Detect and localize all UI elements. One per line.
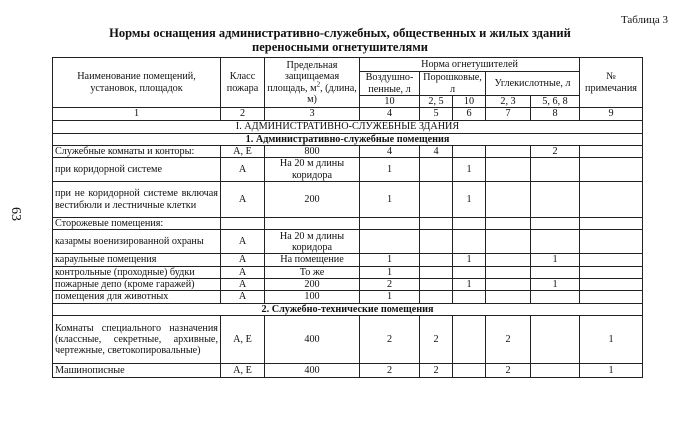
row-note	[580, 291, 643, 303]
row-area: 400	[265, 363, 360, 377]
subsection-title-1: 1. Административно-служебные помещения	[53, 133, 643, 145]
row-co2-2	[531, 266, 580, 278]
table-row	[53, 291, 643, 303]
row-name: казармы военизированной охраны	[53, 230, 221, 254]
row-powder-1	[420, 291, 453, 303]
row-note	[580, 279, 643, 291]
row-class: А	[221, 230, 265, 254]
row-powder-2	[453, 230, 486, 254]
col-num: 8	[531, 108, 580, 120]
header-air: Воздушно-пенные, л	[360, 72, 420, 96]
row-name: Машинописные	[53, 363, 221, 377]
header-area-text-b: , (длина, м)	[307, 82, 357, 105]
row-powder-2	[453, 363, 486, 377]
table-row	[53, 230, 643, 254]
header-area	[265, 58, 360, 108]
row-powder-2	[453, 218, 486, 230]
col-num: 3	[265, 108, 360, 120]
row-co2-2	[531, 363, 580, 377]
header-norm-group: Норма огнетушителей	[360, 58, 580, 72]
col-num: 6	[453, 108, 486, 120]
row-powder-1: 2	[420, 315, 453, 363]
row-note: 1	[580, 363, 643, 377]
row-co2-1	[486, 254, 531, 266]
table-row	[53, 254, 643, 266]
table-row	[53, 315, 643, 363]
table-row	[53, 279, 643, 291]
row-note	[580, 230, 643, 254]
row-note	[580, 218, 643, 230]
row-powder-1	[420, 266, 453, 278]
row-note	[580, 158, 643, 182]
row-name: пожарные депо (кроме гаражей)	[53, 279, 221, 291]
col-num: 4	[360, 108, 420, 120]
row-note	[580, 254, 643, 266]
row-name: Сторожевые помещения:	[53, 218, 221, 230]
table-row	[53, 218, 643, 230]
table-row	[53, 266, 643, 278]
row-co2-1	[486, 230, 531, 254]
section-title: I. АДМИНИСТРАТИВНО-СЛУЖЕБНЫЕ ЗДАНИЯ	[53, 120, 643, 133]
row-powder-2	[453, 145, 486, 157]
row-powder-1	[420, 158, 453, 182]
row-air: 2	[360, 363, 420, 377]
header-sub-powder-1: 2, 5	[420, 96, 453, 108]
row-air: 1	[360, 291, 420, 303]
row-powder-1	[420, 254, 453, 266]
row-powder-2: 1	[453, 279, 486, 291]
row-co2-1: 2	[486, 363, 531, 377]
row-class: А, Е	[221, 145, 265, 157]
row-class: А	[221, 182, 265, 218]
header-co2: Углекислотные, л	[486, 72, 580, 96]
col-num: 9	[580, 108, 643, 120]
row-powder-2	[453, 291, 486, 303]
table-row	[53, 145, 643, 157]
row-powder-2	[453, 315, 486, 363]
row-name: караульные помещения	[53, 254, 221, 266]
row-class: А	[221, 291, 265, 303]
row-class: А	[221, 158, 265, 182]
header-sub-powder-2: 10	[453, 96, 486, 108]
row-air: 4	[360, 145, 420, 157]
row-class: А	[221, 279, 265, 291]
table-row	[53, 182, 643, 218]
header-sub-co2-2: 5, 6, 8	[531, 96, 580, 108]
row-co2-2	[531, 230, 580, 254]
row-powder-1	[420, 230, 453, 254]
table-row	[53, 363, 643, 377]
row-area	[265, 218, 360, 230]
table-row	[53, 158, 643, 182]
row-name: контрольные (проходные) будки	[53, 266, 221, 278]
row-class: А, Е	[221, 363, 265, 377]
row-air	[360, 218, 420, 230]
row-note	[580, 145, 643, 157]
row-area: 400	[265, 315, 360, 363]
table-label: Таблица 3	[620, 14, 668, 26]
row-area: 100	[265, 291, 360, 303]
col-num: 7	[486, 108, 531, 120]
row-co2-1	[486, 291, 531, 303]
title-line-1: Нормы оснащения административно-служебных, общественных и жилых зданий	[109, 26, 571, 40]
row-class	[221, 218, 265, 230]
row-class: А, Е	[221, 315, 265, 363]
header-area-text: Предельная защищаемая площадь, м	[267, 60, 340, 94]
row-air: 1	[360, 158, 420, 182]
header-area-sup: 2	[316, 80, 321, 89]
row-powder-1: 4	[420, 145, 453, 157]
norms-table	[52, 57, 643, 378]
col-num: 2	[221, 108, 265, 120]
row-air: 2	[360, 315, 420, 363]
row-co2-1	[486, 279, 531, 291]
row-name: помещения для животных	[53, 291, 221, 303]
row-air	[360, 230, 420, 254]
header-class: Класс пожара	[221, 58, 265, 108]
row-co2-1	[486, 145, 531, 157]
row-note	[580, 266, 643, 278]
table-title	[80, 26, 600, 54]
row-area: На помещение	[265, 254, 360, 266]
row-co2-2	[531, 182, 580, 218]
col-num: 1	[53, 108, 221, 120]
row-co2-1	[486, 182, 531, 218]
row-air: 1	[360, 182, 420, 218]
row-area: На 20 м длины коридора	[265, 230, 360, 254]
row-co2-2	[531, 291, 580, 303]
row-air: 1	[360, 266, 420, 278]
row-air: 2	[360, 279, 420, 291]
header-note: № примечания	[580, 58, 643, 108]
row-powder-1: 2	[420, 363, 453, 377]
row-name: при коридорной системе	[53, 158, 221, 182]
row-powder-2: 1	[453, 254, 486, 266]
row-area: 200	[265, 182, 360, 218]
row-co2-1	[486, 158, 531, 182]
row-name: Комнаты специального назначения (классные, секретные, архивные, чертежные, светокопировальные)	[53, 315, 221, 363]
row-powder-2	[453, 266, 486, 278]
header-powder: Порошковые, л	[420, 72, 486, 96]
page-number: 63	[8, 207, 23, 221]
row-powder-2: 1	[453, 182, 486, 218]
row-note: 1	[580, 315, 643, 363]
row-powder-1	[420, 182, 453, 218]
row-area: То же	[265, 266, 360, 278]
title-line-2: переносными огнетушителями	[252, 40, 428, 54]
row-co2-2	[531, 218, 580, 230]
row-powder-2: 1	[453, 158, 486, 182]
row-note	[580, 182, 643, 218]
row-class: А	[221, 254, 265, 266]
row-powder-1	[420, 279, 453, 291]
row-co2-2: 2	[531, 145, 580, 157]
row-air: 1	[360, 254, 420, 266]
row-area: 200	[265, 279, 360, 291]
row-name: Служебные комнаты и конторы:	[53, 145, 221, 157]
row-co2-1	[486, 218, 531, 230]
row-co2-2	[531, 158, 580, 182]
row-powder-1	[420, 218, 453, 230]
col-num: 5	[420, 108, 453, 120]
row-class: А	[221, 266, 265, 278]
header-sub-air: 10	[360, 96, 420, 108]
row-co2-2	[531, 315, 580, 363]
header-sub-co2-1: 2, 3	[486, 96, 531, 108]
row-name: при не коридорной системе включая вестибюли и лестничные клетки	[53, 182, 221, 218]
row-co2-1: 2	[486, 315, 531, 363]
row-area: 800	[265, 145, 360, 157]
header-name: Наименование помещений, установок, площадок	[53, 58, 221, 108]
row-area: На 20 м длины коридора	[265, 158, 360, 182]
subsection-title-2: 2. Служебно-технические помещения	[53, 303, 643, 315]
row-co2-2: 1	[531, 254, 580, 266]
row-co2-2: 1	[531, 279, 580, 291]
row-co2-1	[486, 266, 531, 278]
